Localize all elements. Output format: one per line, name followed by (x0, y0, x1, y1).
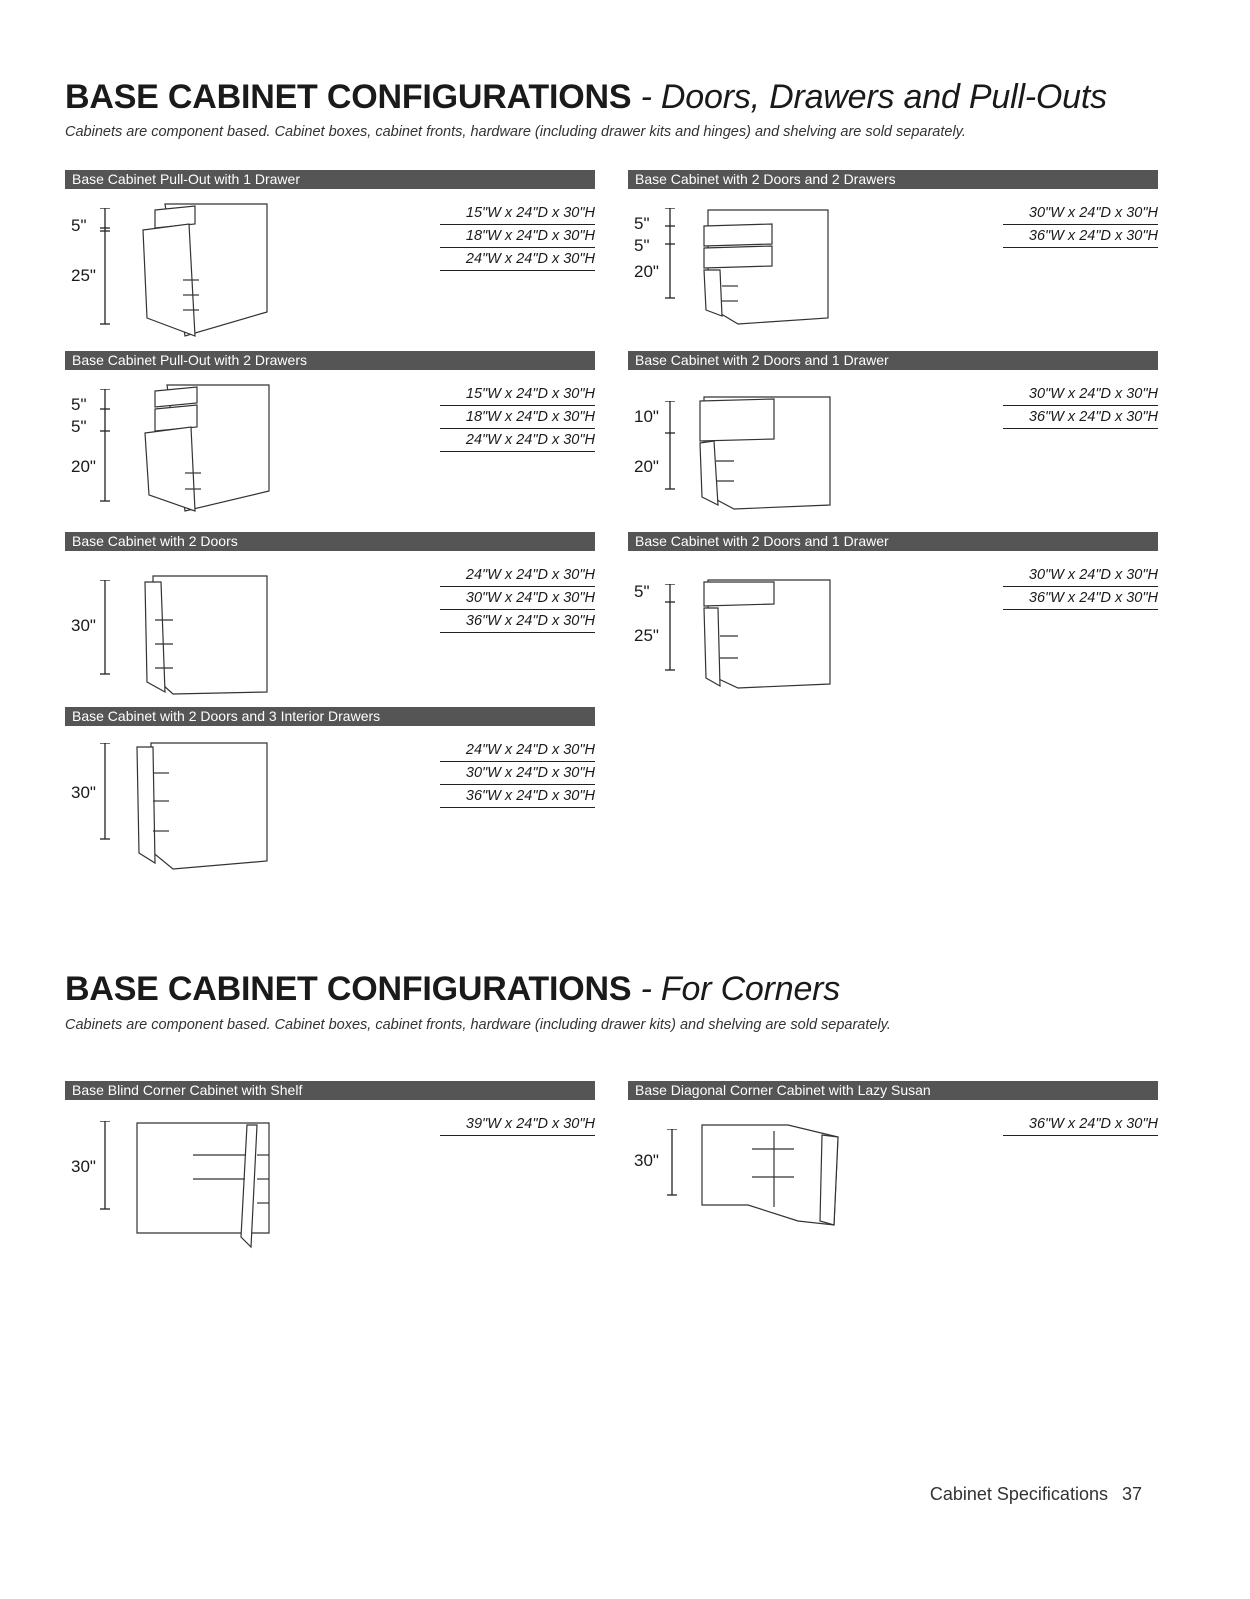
dim-label: 25" (71, 266, 96, 285)
cabinet-drawing (694, 393, 844, 513)
cabinet-card-2-doors-1-drawer-5 (628, 532, 1158, 702)
cabinet-card-2-doors-1-drawer-10 (628, 351, 1158, 521)
dim-label: 10" (634, 407, 659, 426)
cabinet-drawing (137, 381, 277, 513)
dim-label: 5" (71, 417, 87, 436)
page-number: 37 (1121, 1484, 1142, 1504)
size-list (440, 384, 595, 453)
size-list (1003, 384, 1158, 430)
size-option: 36"W x 24"D x 30"H (440, 786, 595, 808)
size-list (440, 565, 595, 634)
dimension-line (660, 584, 680, 672)
dim-label: 30" (71, 783, 96, 802)
section2-note: Cabinets are component based. Cabinet boxes, cabinet fronts, hardware (including drawer kits) and shelving are sold separately. (65, 1017, 891, 1033)
section2-title: BASE CABINET CONFIGURATIONS (65, 970, 632, 1008)
card-title: Base Cabinet with 2 Doors (65, 532, 595, 551)
size-option: 18"W x 24"D x 30"H (440, 407, 595, 429)
size-option: 30"W x 24"D x 30"H (440, 763, 595, 785)
cabinet-card-pullout-2-drawers (65, 351, 595, 521)
dim-label: 30" (71, 1157, 96, 1176)
size-option: 36"W x 24"D x 30"H (1003, 1114, 1158, 1136)
dimension-labels (628, 1081, 688, 1251)
size-option: 30"W x 24"D x 30"H (1003, 203, 1158, 225)
size-list (440, 740, 595, 809)
dimension-labels (65, 351, 125, 521)
dim-label: 5" (634, 582, 650, 601)
dimension-line (95, 208, 115, 328)
dim-label: 20" (71, 457, 96, 476)
card-title: Base Blind Corner Cabinet with Shelf (65, 1081, 595, 1100)
size-list (1003, 565, 1158, 611)
size-option: 30"W x 24"D x 30"H (1003, 565, 1158, 587)
card-title: Base Cabinet with 2 Doors and 1 Drawer (628, 532, 1158, 551)
dim-label: 20" (634, 457, 659, 476)
cabinet-drawing (698, 206, 838, 331)
dimension-labels (628, 170, 688, 340)
section2-heading (65, 970, 840, 1009)
dimension-line (660, 208, 680, 300)
dimension-line (660, 401, 680, 491)
dim-label: 5" (71, 395, 87, 414)
cabinet-card-2-doors-3-interior-drawers (65, 707, 595, 877)
size-option: 36"W x 24"D x 30"H (1003, 407, 1158, 429)
cabinet-drawing (137, 572, 277, 698)
cabinet-card-2-doors (65, 532, 595, 702)
dim-label: 30" (71, 616, 96, 635)
cabinet-card-pullout-1-drawer (65, 170, 595, 340)
footer-label: Cabinet Specifications (929, 1484, 1108, 1504)
section1-title: BASE CABINET CONFIGURATIONS (65, 78, 632, 116)
size-option: 36"W x 24"D x 30"H (1003, 588, 1158, 610)
dimension-labels (628, 351, 688, 521)
size-option: 24"W x 24"D x 30"H (440, 565, 595, 587)
dimension-line (662, 1129, 682, 1199)
size-option: 30"W x 24"D x 30"H (1003, 384, 1158, 406)
dimension-labels (628, 532, 688, 702)
dimension-labels (65, 1081, 125, 1251)
size-list (440, 1114, 595, 1137)
size-option: 15"W x 24"D x 30"H (440, 384, 595, 406)
card-title: Base Cabinet with 2 Doors and 1 Drawer (628, 351, 1158, 370)
dimension-line (95, 389, 115, 505)
cabinet-drawing (131, 739, 276, 873)
dimension-line (95, 580, 115, 676)
section1-subtitle: - Doors, Drawers and Pull-Outs (640, 78, 1107, 116)
dim-label: 5" (634, 214, 650, 233)
dimension-line (95, 743, 115, 843)
dim-label: 20" (634, 262, 659, 281)
cabinet-card-2-doors-2-drawers (628, 170, 1158, 340)
dimension-labels (65, 707, 125, 877)
dim-label: 5" (71, 216, 87, 235)
size-option: 24"W x 24"D x 30"H (440, 740, 595, 762)
size-option: 39"W x 24"D x 30"H (440, 1114, 595, 1136)
card-title: Base Cabinet Pull-Out with 1 Drawer (65, 170, 595, 189)
dimension-labels (65, 170, 125, 340)
size-list (440, 203, 595, 272)
card-title: Base Cabinet Pull-Out with 2 Drawers (65, 351, 595, 370)
size-option: 15"W x 24"D x 30"H (440, 203, 595, 225)
cabinet-card-diagonal-corner (628, 1081, 1158, 1251)
size-option: 24"W x 24"D x 30"H (440, 430, 595, 452)
card-title: Base Cabinet with 2 Doors and 2 Drawers (628, 170, 1158, 189)
card-title: Base Cabinet with 2 Doors and 3 Interior Drawers (65, 707, 595, 726)
cabinet-drawing (133, 1119, 278, 1251)
size-option: 18"W x 24"D x 30"H (440, 226, 595, 248)
section1-heading (65, 78, 1107, 117)
card-title: Base Diagonal Corner Cabinet with Lazy Susan (628, 1081, 1158, 1100)
section1-note: Cabinets are component based. Cabinet boxes, cabinet fronts, hardware (including drawer kits and hinges) and shelving are sold separately. (65, 124, 966, 140)
section2-subtitle: - For Corners (640, 970, 841, 1008)
size-option: 36"W x 24"D x 30"H (440, 611, 595, 633)
size-option: 36"W x 24"D x 30"H (1003, 226, 1158, 248)
cabinet-drawing (698, 1121, 848, 1231)
cabinet-card-blind-corner (65, 1081, 595, 1251)
cabinet-drawing (135, 200, 275, 340)
dimension-labels (65, 532, 125, 702)
dim-label: 30" (634, 1151, 659, 1170)
page-footer (916, 1484, 1142, 1505)
size-option: 30"W x 24"D x 30"H (440, 588, 595, 610)
size-list (1003, 203, 1158, 249)
dimension-line (95, 1121, 115, 1213)
cabinet-drawing (698, 576, 838, 694)
dim-label: 25" (634, 626, 659, 645)
dim-label: 5" (634, 236, 650, 255)
size-option: 24"W x 24"D x 30"H (440, 249, 595, 271)
size-list (1003, 1114, 1158, 1137)
